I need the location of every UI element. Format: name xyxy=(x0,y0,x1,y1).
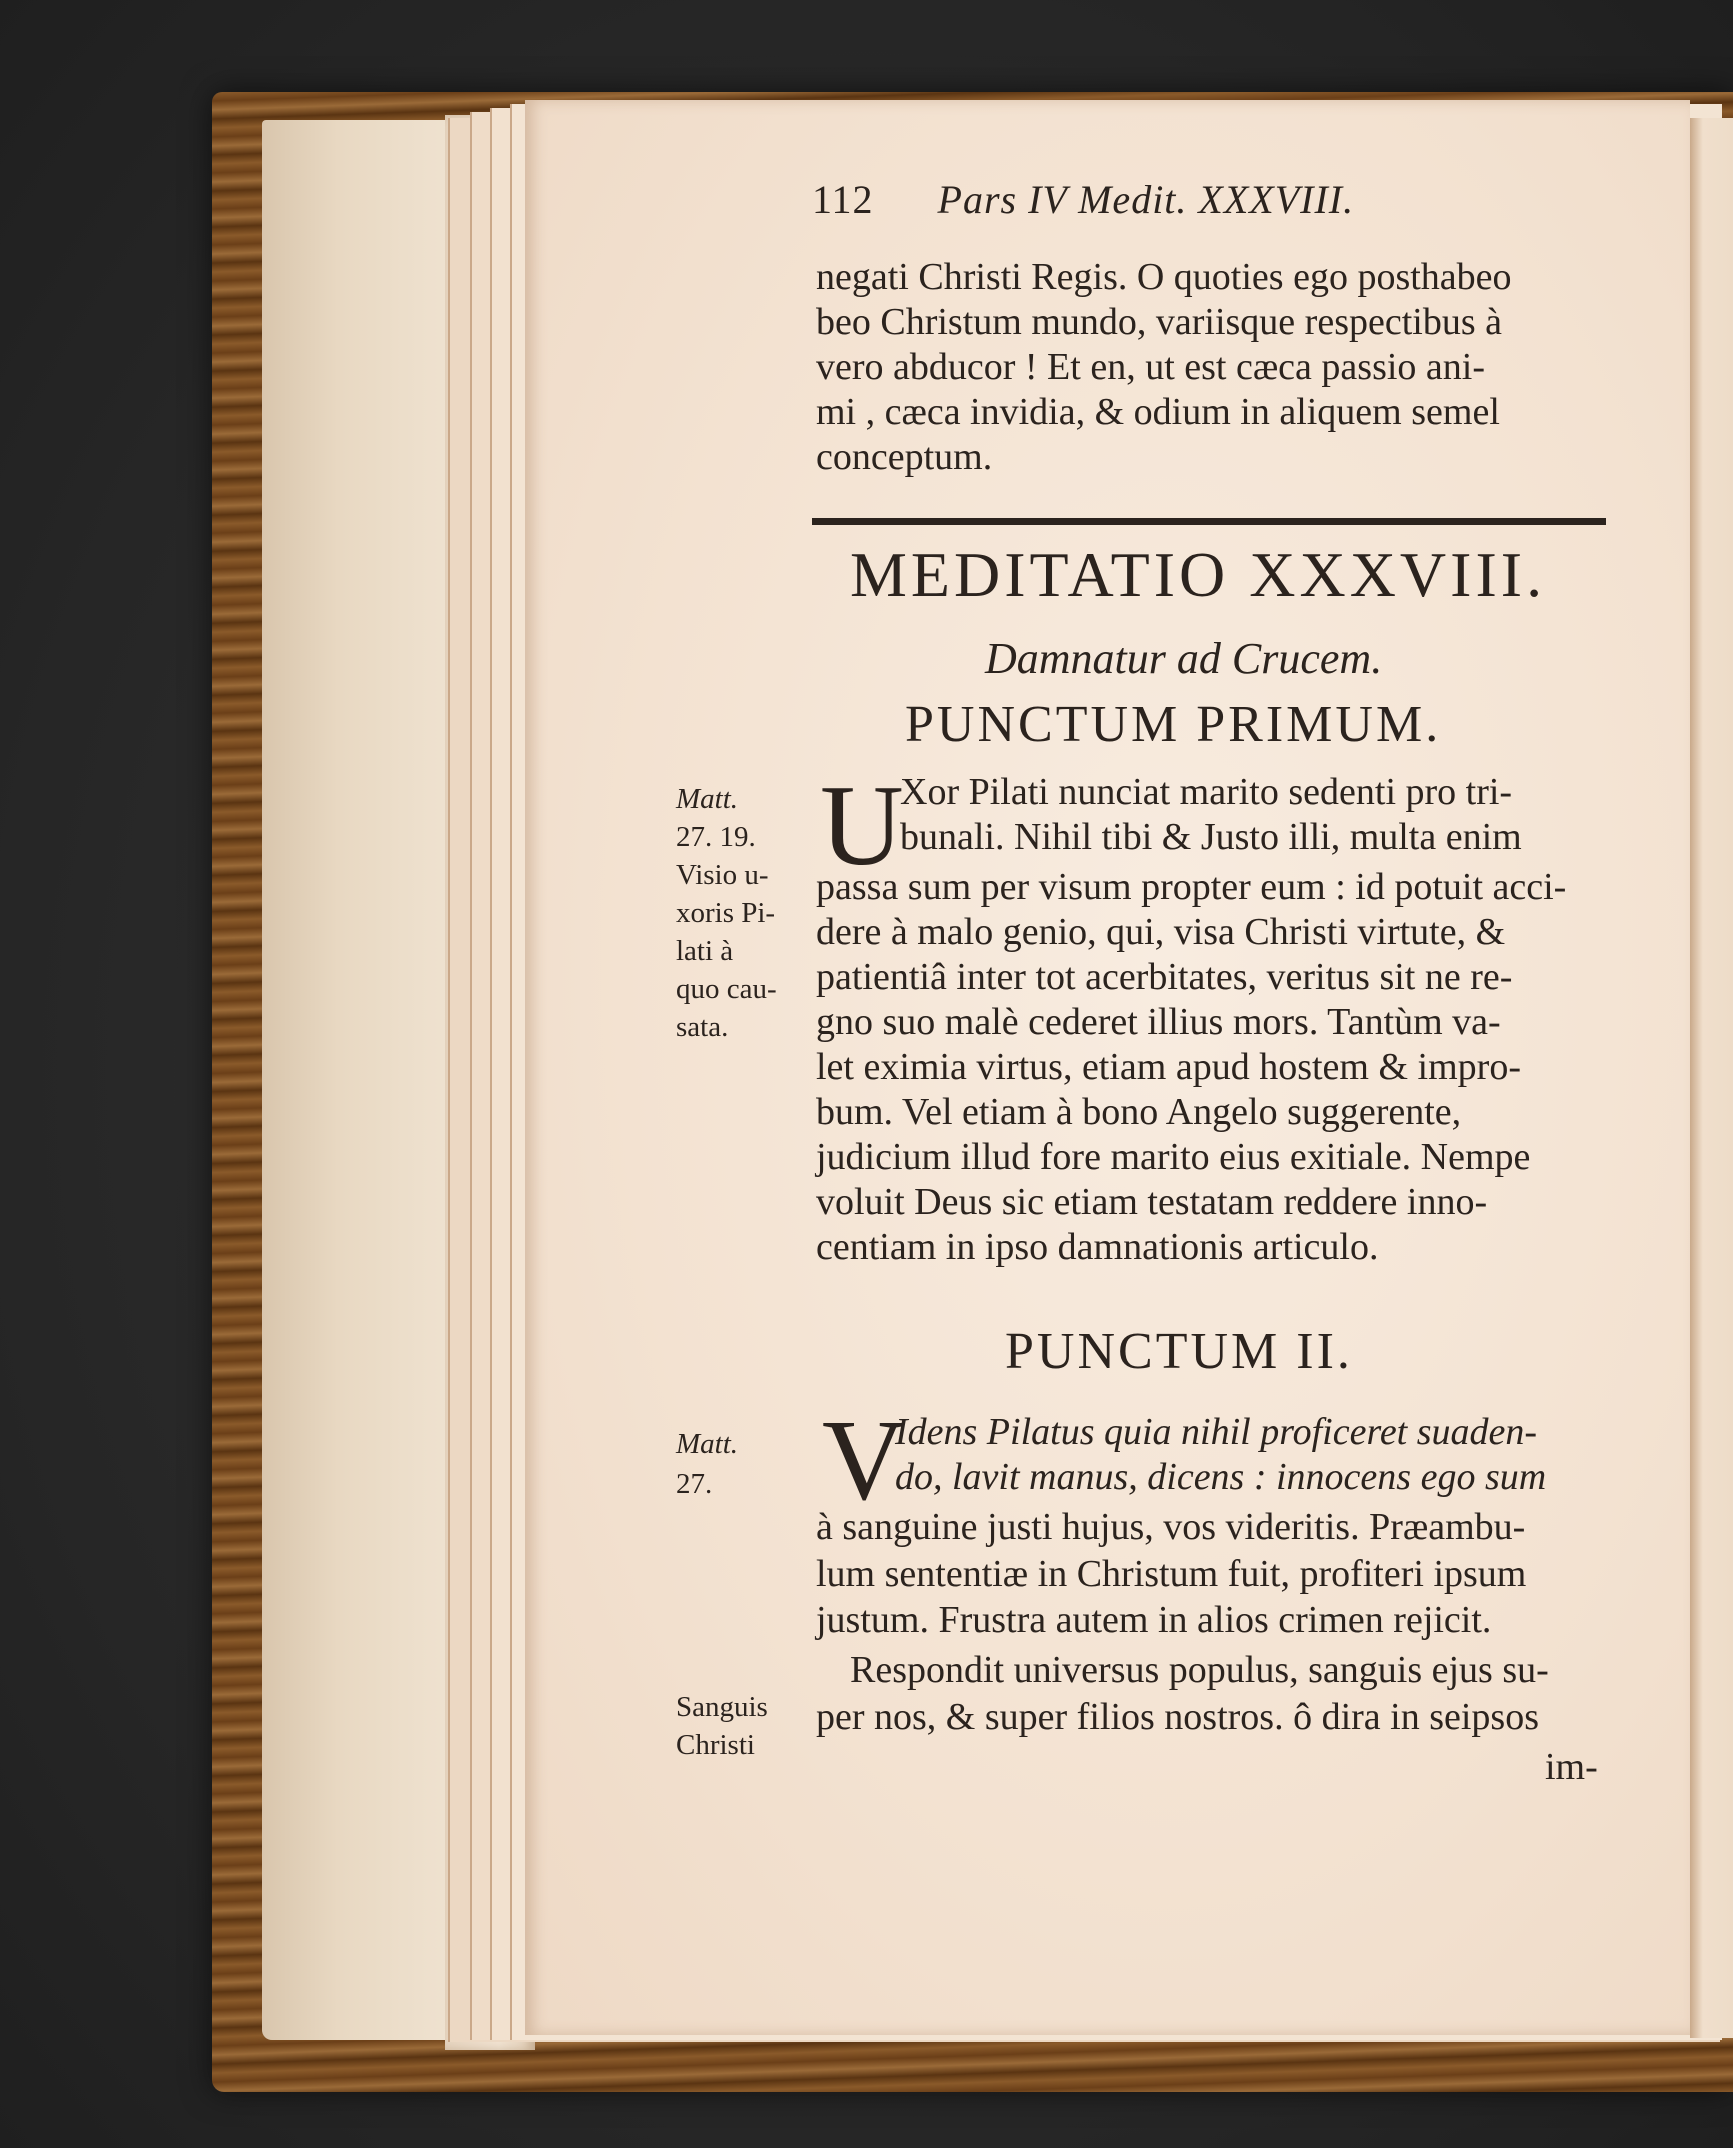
text-line: lum sententiæ in Christum fuit, profiteri ipsum xyxy=(816,1553,1527,1595)
facing-page-edge xyxy=(1690,118,1733,2038)
section-heading: PUNCTUM PRIMUM. xyxy=(905,696,1442,753)
text-line: bum. Vel etiam à bono Angelo suggerente, xyxy=(816,1091,1462,1133)
text-line: Respondit universus populus, sanguis ejus su- xyxy=(850,1649,1549,1691)
margin-note: 27. 19. xyxy=(676,821,756,853)
text-line: per nos, & super filios nostros. ô dira in seipsos xyxy=(816,1696,1540,1738)
margin-note: Christi xyxy=(676,1729,755,1761)
margin-note: quo cau- xyxy=(676,973,777,1005)
text-line: mi , cæca invidia, & odium in aliquem semel xyxy=(816,391,1500,433)
text-line: centiam in ipso damnationis articulo. xyxy=(816,1226,1379,1268)
text-line: negati Christi Regis. O quoties ego posthabeo xyxy=(816,256,1512,298)
running-header xyxy=(812,176,1354,223)
text-line: judicium illud fore marito eius exitiale. Nempe xyxy=(816,1136,1531,1178)
text-line: beo Christum mundo, variisque respectibus à xyxy=(816,301,1502,343)
margin-note: Matt. xyxy=(676,783,739,815)
text-line: dere à malo genio, qui, visa Christi virtute, & xyxy=(816,911,1506,953)
margin-note: Matt. xyxy=(676,1428,739,1460)
endpaper xyxy=(262,120,452,2040)
meditation-subtitle: Damnatur ad Crucem. xyxy=(985,634,1383,683)
running-title: Pars IV Medit. XXXVIII. xyxy=(937,177,1355,222)
text-line: passa sum per visum propter eum : id potuit acci- xyxy=(816,866,1567,908)
text-line: gno suo malè cederet illius mors. Tantùm va- xyxy=(816,1001,1501,1043)
margin-note: Sanguis xyxy=(676,1691,768,1723)
section-rule xyxy=(812,518,1606,525)
margin-note: sata. xyxy=(676,1011,729,1043)
text-line: Idens Pilatus quia nihil proficeret suaden- xyxy=(895,1411,1538,1453)
text-line: Xor Pilati nunciat marito sedenti pro tri- xyxy=(900,771,1513,813)
text-line: vero abducor ! Et en, ut est cæca passio ani- xyxy=(816,346,1485,388)
page-number: 112 xyxy=(812,177,874,222)
margin-note: 27. xyxy=(676,1468,713,1500)
text-line: do, lavit manus, dicens : innocens ego sum xyxy=(895,1456,1547,1498)
text-line: voluit Deus sic etiam testatam reddere inno- xyxy=(816,1181,1488,1223)
section-heading: PUNCTUM II. xyxy=(1005,1323,1353,1380)
text-line: patientiâ inter tot acerbitates, veritus sit ne re- xyxy=(816,956,1513,998)
margin-note: Visio u- xyxy=(676,859,769,891)
catchword: im- xyxy=(1545,1746,1598,1788)
text-line: bunali. Nihil tibi & Justo illi, multa enim xyxy=(900,816,1522,858)
drop-cap: U xyxy=(820,762,904,890)
meditation-title: MEDITATIO XXXVIII. xyxy=(850,539,1547,610)
text-line: let eximia virtus, etiam apud hostem & impro- xyxy=(816,1046,1521,1088)
text-line: à sanguine justi hujus, vos videritis. Præambu- xyxy=(816,1506,1526,1548)
text-line: justum. Frustra autem in alios crimen rejicit. xyxy=(816,1599,1492,1641)
margin-note: xoris Pi- xyxy=(676,897,776,929)
text-line: conceptum. xyxy=(816,436,993,478)
margin-note: lati à xyxy=(676,935,734,967)
drop-cap: V xyxy=(822,1397,906,1525)
